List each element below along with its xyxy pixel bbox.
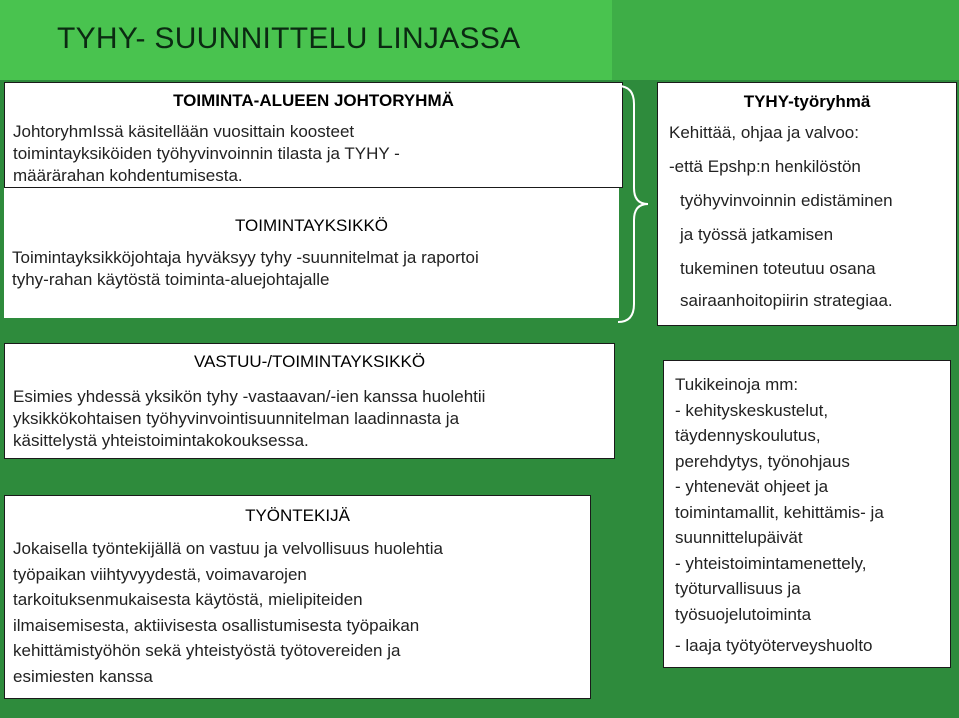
tyontekija-line: ilmaisemisesta, aktiivisesta osallistumisesta työpaikan [13,615,420,635]
toimintayksikko-text [12,247,612,291]
johtoryhma-text [13,121,613,187]
tyhy-tyoryhma-heading: TYHY-työryhmä [743,92,871,111]
title-bar-right-panel [612,0,959,80]
tukikeinoja-line: - yhtenevät ohjeet ja [675,477,829,496]
toimintayksikko-heading: TOIMINTAYKSIKKÖ [234,216,389,235]
tyontekija-text [13,536,585,689]
tukikeinoja-line: suunnittelupäivät [675,528,803,547]
vastuu-line: yksikkökohtaisen työhyvinvointisuunnitelman laadinnasta ja [13,409,460,428]
johtoryhma-line: määrärahan kohdentumisesta. [13,166,243,185]
curly-brace-connector [612,80,660,328]
vastuu-heading: VASTUU-/TOIMINTAYKSIKKÖ [193,352,426,371]
tyontekija-line: tarkoituksenmukaisesta käytöstä, mielipiteiden [13,590,363,609]
tukikeinoja-line: - kehityskeskustelut, [675,400,829,420]
vastuu-line: käsittelystä yhteistoimintakokouksessa. [13,431,309,450]
tukikeinoja-line: - laaja työtyöterveyshuolto [675,636,873,655]
tyhy-tyoryhma-line: työhyvinvoinnin edistäminen [680,191,893,210]
johtoryhma-box [4,82,623,188]
tyhy-tyoryhma-line: tukeminen toteutuu osana [680,259,876,278]
tyhy-tyoryhma-line: ja työssä jatkamisen [680,225,834,244]
tyontekija-line: työpaikan viihtyvyydestä, voimavarojen [13,564,307,584]
tukikeinoja-line: Tukikeinoja mm: [675,375,799,394]
johtoryhma-line: JohtoryhmIssä käsitellään vuosittain koosteet [13,122,355,141]
vastuu-text [13,386,613,452]
tukikeinoja-line: toimintamallit, kehittämis- ja [675,502,884,522]
toimintayksikko-line: tyhy-rahan käytöstä toiminta-aluejohtajalle [12,270,330,289]
tyhy-tyoryhma-line: -että Epshp:n henkilöstön [669,157,861,176]
toimintayksikko-box [4,188,619,318]
tyhy-tyoryhma-box [657,82,957,326]
tyontekija-heading: TYÖNTEKIJÄ [245,506,350,525]
tukikeinoja-text [675,372,947,659]
tyhy-tyoryhma-line: sairaanhoitopiirin strategiaa. [680,291,893,310]
tukikeinoja-line: täydennyskoulutus, [675,426,821,445]
tukikeinoja-line: työturvallisuus ja [675,579,801,598]
page-title: TYHY- SUUNNITTELU LINJASSA [57,22,521,55]
johtoryhma-heading: TOIMINTA-ALUEEN JOHTORYHMÄ [173,91,454,110]
tyontekija-line: Jokaisella työntekijällä on vastuu ja velvollisuus huolehtia [13,539,443,558]
tyontekija-box [4,495,591,699]
tyontekija-line: esimiesten kanssa [13,666,153,686]
tyhy-tyoryhma-line: Kehittää, ohjaa ja valvoo: [669,123,859,142]
vastuu-line: Esimies yhdessä yksikön tyhy -vastaavan/-ien kanssa huolehtii [13,387,486,406]
tukikeinoja-line: - yhteistoimintamenettely, [675,553,867,573]
johtoryhma-line: toimintayksiköiden työhyvinvoinnin tilasta ja TYHY - [13,144,400,163]
tyontekija-line: kehittämistyöhön sekä yhteistyöstä työtovereiden ja [13,641,401,660]
tukikeinoja-line: työsuojelutoiminta [675,604,812,624]
tukikeinoja-box [663,360,951,668]
vastuu-box [4,343,615,459]
toimintayksikko-line: Toimintayksikköjohtaja hyväksyy tyhy -suunnitelmat ja raportoi [12,248,479,267]
tukikeinoja-line: perehdytys, työnohjaus [675,451,850,471]
